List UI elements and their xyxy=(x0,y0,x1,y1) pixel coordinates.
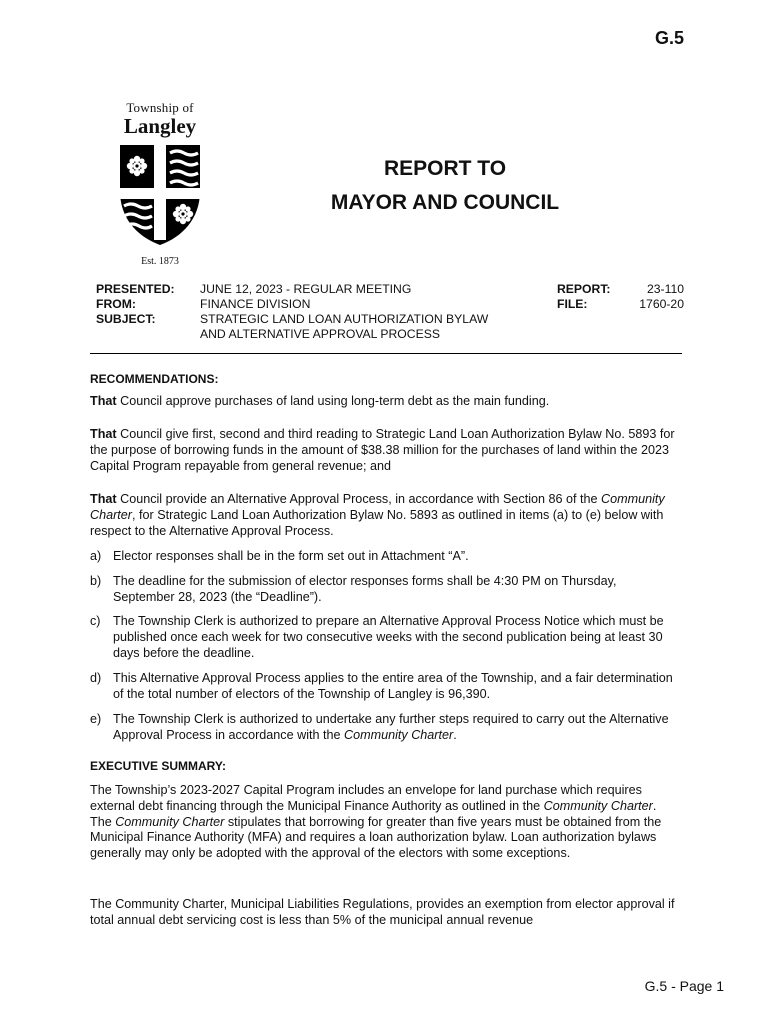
rec3-italic: Community Charter xyxy=(90,492,665,522)
rec2-text: Council give first, second and third reading to Strategic Land Loan Authorization Bylaw No. 5893 for the purpose of borrowing funds in the amount of $38.38 million for the purchases of land within the 2023 Capital Program repayable from general revenue; and xyxy=(90,427,675,473)
rec3-text-b: , for Strategic Land Loan Authorization Bylaw No. 5893 as outlined in items (a) to (e) below with respect to the Alternative Approval Process. xyxy=(90,507,664,538)
summary-text-b: . The xyxy=(90,798,657,829)
list-item xyxy=(90,614,680,661)
item-text xyxy=(113,712,680,744)
rec2-lead: That xyxy=(90,427,117,441)
from-label: FROM: xyxy=(96,297,136,311)
item-marker: e) xyxy=(90,712,102,726)
item-text: The deadline for the submission of elector responses forms shall be 4:30 PM on Thursday, September 28, 2023 (the “Deadline”). xyxy=(113,574,617,604)
logo-line1: Township of xyxy=(126,100,194,115)
item-marker: d) xyxy=(90,671,102,685)
recommendation-1 xyxy=(90,394,680,410)
recommendation-3 xyxy=(90,492,680,539)
summary-italic-2: Community Charter xyxy=(115,814,225,829)
executive-summary-heading: EXECUTIVE SUMMARY: xyxy=(90,759,227,773)
logo-established: Est. 1873 xyxy=(141,256,179,267)
page-footer: G.5 - Page 1 xyxy=(644,978,724,994)
item-text: Elector responses shall be in the form set out in Attachment “A”. xyxy=(113,549,469,563)
rec1-text: Council approve purchases of land using long-term debt as the main funding. xyxy=(116,394,550,408)
summary-italic-1: Community Charter xyxy=(543,798,653,813)
item-text-b: . xyxy=(453,727,457,742)
item-marker: a) xyxy=(90,549,102,563)
list-item xyxy=(90,671,680,703)
title-line1: REPORT TO xyxy=(383,157,507,180)
rec1-lead: That xyxy=(90,394,117,408)
item-text-a: The Township Clerk is authorized to undertake any further steps required to carry out the Alternative Approval Process in accordance with the xyxy=(113,712,669,742)
presented-label: PRESENTED: xyxy=(96,282,175,296)
from-value: FINANCE DIVISION xyxy=(200,297,311,311)
logo-line2: Langley xyxy=(123,114,197,138)
item-text: This Alternative Approval Process applies to the entire area of the Township, and a fair determination of the total number of electors of the Township of Langley is 96,390. xyxy=(113,671,673,701)
presented-value: JUNE 12, 2023 - REGULAR MEETING xyxy=(200,282,412,296)
item-text: The Township Clerk is authorized to prepare an Alternative Approval Process Notice which must be published once each week for two consecutive weeks with the second publication being at least 30 days before the deadline. xyxy=(113,614,664,660)
file-label: FILE: xyxy=(557,297,588,311)
executive-summary-paragraph-2: The Community Charter, Municipal Liabilities Regulations, provides an exemption from elector approval if total annual debt servicing cost is less than 5% of the municipal annual revenue xyxy=(90,897,675,927)
subject-value-line1: STRATEGIC LAND LOAN AUTHORIZATION BYLAW xyxy=(200,312,489,326)
subject-value-line2: AND ALTERNATIVE APPROVAL PROCESS xyxy=(200,327,440,341)
report-title xyxy=(270,152,620,220)
header-divider xyxy=(90,353,682,354)
rec3-text-a: Council provide an Alternative Approval Process, in accordance with Section 86 of the xyxy=(116,492,602,506)
report-number: 23-110 xyxy=(646,282,684,296)
crest-shield-icon xyxy=(110,139,210,247)
list-item xyxy=(90,574,680,606)
recommendation-2 xyxy=(90,427,680,474)
list-item xyxy=(90,549,680,565)
list-item xyxy=(90,712,680,744)
page-reference: G.5 xyxy=(654,28,684,48)
item-marker: b) xyxy=(90,574,102,588)
township-logo xyxy=(110,100,210,267)
summary-text-a: The Township’s 2023-2027 Capital Program includes an envelope for land purchase which requires external debt financing through the Municipal Finance Authority as outlined in the xyxy=(90,783,642,813)
summary-text-c: stipulates that borrowing for greater than five years must be obtained from the Municipal Finance Authority (MFA) and requires a loan authorization bylaw. Loan authorization bylaws generally may only be adopted with the approval of the electors with some exceptions. xyxy=(90,814,662,861)
report-label: REPORT: xyxy=(557,282,611,296)
item-italic: Community Charter xyxy=(344,727,454,742)
rec3-lead: That xyxy=(90,492,117,506)
recommendations-heading: RECOMMENDATIONS: xyxy=(90,372,219,386)
subject-label: SUBJECT: xyxy=(96,312,156,326)
title-line2: MAYOR AND COUNCIL xyxy=(330,191,560,214)
item-marker: c) xyxy=(90,614,101,628)
file-number: 1760-20 xyxy=(639,297,684,311)
executive-summary-paragraph-1 xyxy=(90,783,680,862)
